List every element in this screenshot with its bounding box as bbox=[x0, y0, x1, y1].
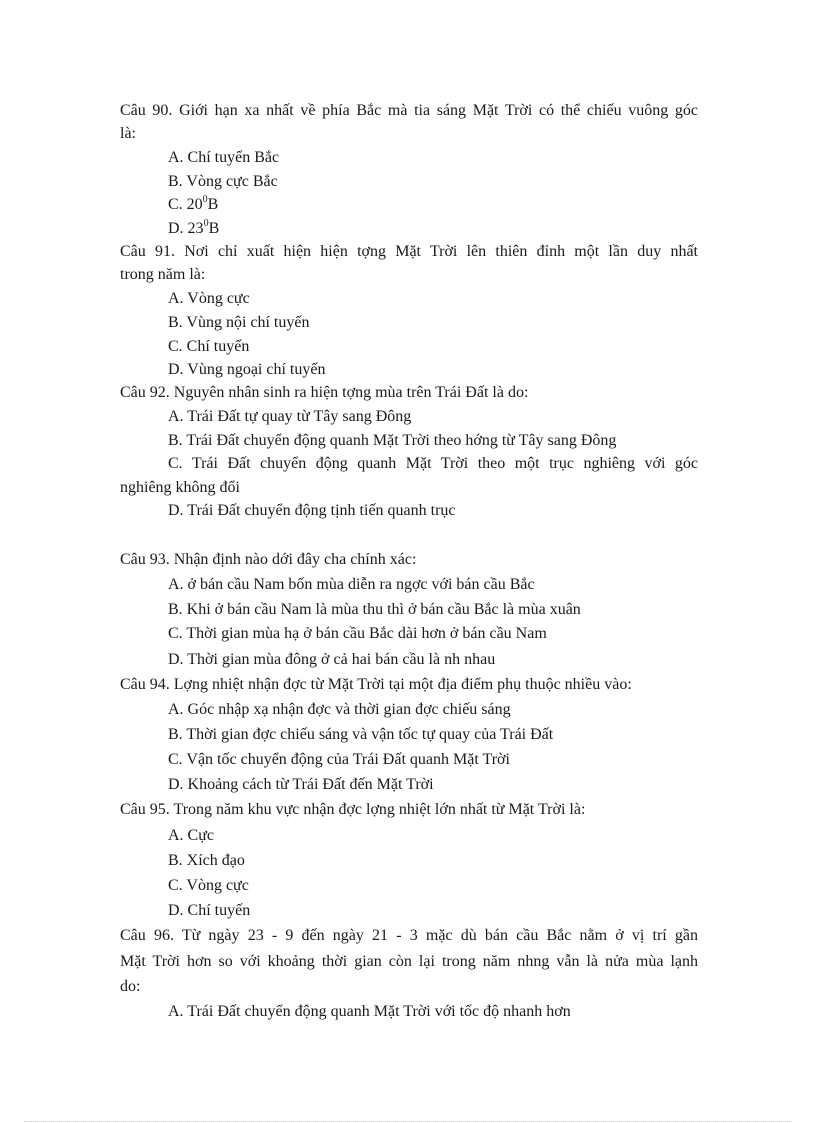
question-96-stem-line-2: Mặt Trời hơn so với khoảng thời gian còn lại trong năm nhng vẫn là nửa mùa lạnh bbox=[120, 953, 698, 970]
question-95-option-c: C. Vòng cực bbox=[168, 877, 249, 894]
degree-superscript: 0 bbox=[203, 217, 209, 229]
question-96-stem-line-1: Câu 96. Từ ngày 23 - 9 đến ngày 21 - 3 mặc dù bán cầu Bắc nằm ở vị trí gần bbox=[120, 927, 698, 944]
question-92-option-d: D. Trái Đất chuyển động tịnh tiến quanh trục bbox=[168, 502, 456, 519]
question-91-option-b: B. Vùng nội chí tuyến bbox=[168, 314, 310, 331]
question-93-option-c: C. Thời gian mùa hạ ở bán cầu Bắc dài hơn ở bán cầu Nam bbox=[168, 625, 547, 642]
question-93-option-b: B. Khi ở bán cầu Nam là mùa thu thì ở bán cầu Bắc là mùa xuân bbox=[168, 601, 581, 618]
question-94-stem: Câu 94. Lợng nhiệt nhận đợc từ Mặt Trời tại một địa điểm phụ thuộc nhiều vào: bbox=[120, 676, 632, 693]
option-text: D. 23 bbox=[168, 220, 204, 237]
question-90-option-a: A. Chí tuyến Bắc bbox=[168, 149, 280, 166]
question-94-option-d: D. Khoảng cách từ Trái Đất đến Mặt Trời bbox=[168, 776, 434, 793]
question-96-stem-line-3: do: bbox=[120, 978, 141, 995]
question-92-option-b: B. Trái Đất chuyển động quanh Mặt Trời theo hớng từ Tây sang Đông bbox=[168, 432, 617, 449]
degree-superscript: 0 bbox=[202, 193, 208, 205]
question-92-option-c-line-1: C. Trái Đất chuyển động quanh Mặt Trời theo một trục nghiêng với góc bbox=[168, 455, 698, 472]
question-95-option-b: B. Xích đạo bbox=[168, 852, 245, 869]
question-94-option-a: A. Góc nhập xạ nhận đợc và thời gian đợc chiếu sáng bbox=[168, 701, 511, 718]
option-text: B bbox=[207, 196, 219, 213]
question-94-option-b: B. Thời gian đợc chiếu sáng và vận tốc tự quay của Trái Đất bbox=[168, 726, 554, 743]
question-91-stem-line-1: Câu 91. Nơi chỉ xuất hiện hiện tợng Mặt Trời lên thiên đỉnh một lần duy nhất bbox=[120, 243, 698, 260]
question-94-option-c: C. Vận tốc chuyển động của Trái Đất quanh Mặt Trời bbox=[168, 751, 510, 768]
question-90-option-d bbox=[168, 219, 219, 239]
question-90-option-b: B. Vòng cực Bắc bbox=[168, 173, 278, 190]
question-96-option-a: A. Trái Đất chuyển động quanh Mặt Trời với tốc độ nhanh hơn bbox=[168, 1003, 571, 1020]
question-95-option-d: D. Chí tuyến bbox=[168, 902, 251, 919]
question-93-stem: Câu 93. Nhận định nào dới đây cha chính xác: bbox=[120, 551, 417, 568]
question-91-stem-line-2: trong năm là: bbox=[120, 266, 206, 283]
question-92-stem: Câu 92. Nguyên nhân sinh ra hiện tợng mùa trên Trái Đất là do: bbox=[120, 384, 529, 401]
question-93-option-d: D. Thời gian mùa đông ở cả hai bán cầu là nh nhau bbox=[168, 651, 496, 668]
option-text: B bbox=[208, 220, 220, 237]
question-95-option-a: A. Cực bbox=[168, 827, 214, 844]
question-90-stem-line-2: là: bbox=[120, 125, 136, 142]
question-93-option-a: A. ở bán cầu Nam bốn mùa diễn ra ngợc với bán cầu Bắc bbox=[168, 576, 535, 593]
question-90-option-c bbox=[168, 195, 218, 215]
question-91-option-a: A. Vòng cực bbox=[168, 290, 250, 307]
question-90-stem-line-1: Câu 90. Giới hạn xa nhất về phía Bắc mà tia sáng Mặt Trời có thể chiếu vuông góc bbox=[120, 102, 698, 119]
question-92-option-a: A. Trái Đất tự quay từ Tây sang Đông bbox=[168, 408, 412, 425]
question-95-stem: Câu 95. Trong năm khu vực nhận đợc lợng nhiệt lớn nhất từ Mặt Trời là: bbox=[120, 801, 586, 818]
option-text: C. 20 bbox=[168, 196, 203, 213]
page-bottom-divider bbox=[24, 1121, 792, 1122]
question-91-option-d: D. Vùng ngoại chí tuyến bbox=[168, 361, 326, 378]
question-92-option-c-line-2: nghiêng không đổi bbox=[120, 479, 240, 496]
question-91-option-c: C. Chí tuyến bbox=[168, 338, 250, 355]
